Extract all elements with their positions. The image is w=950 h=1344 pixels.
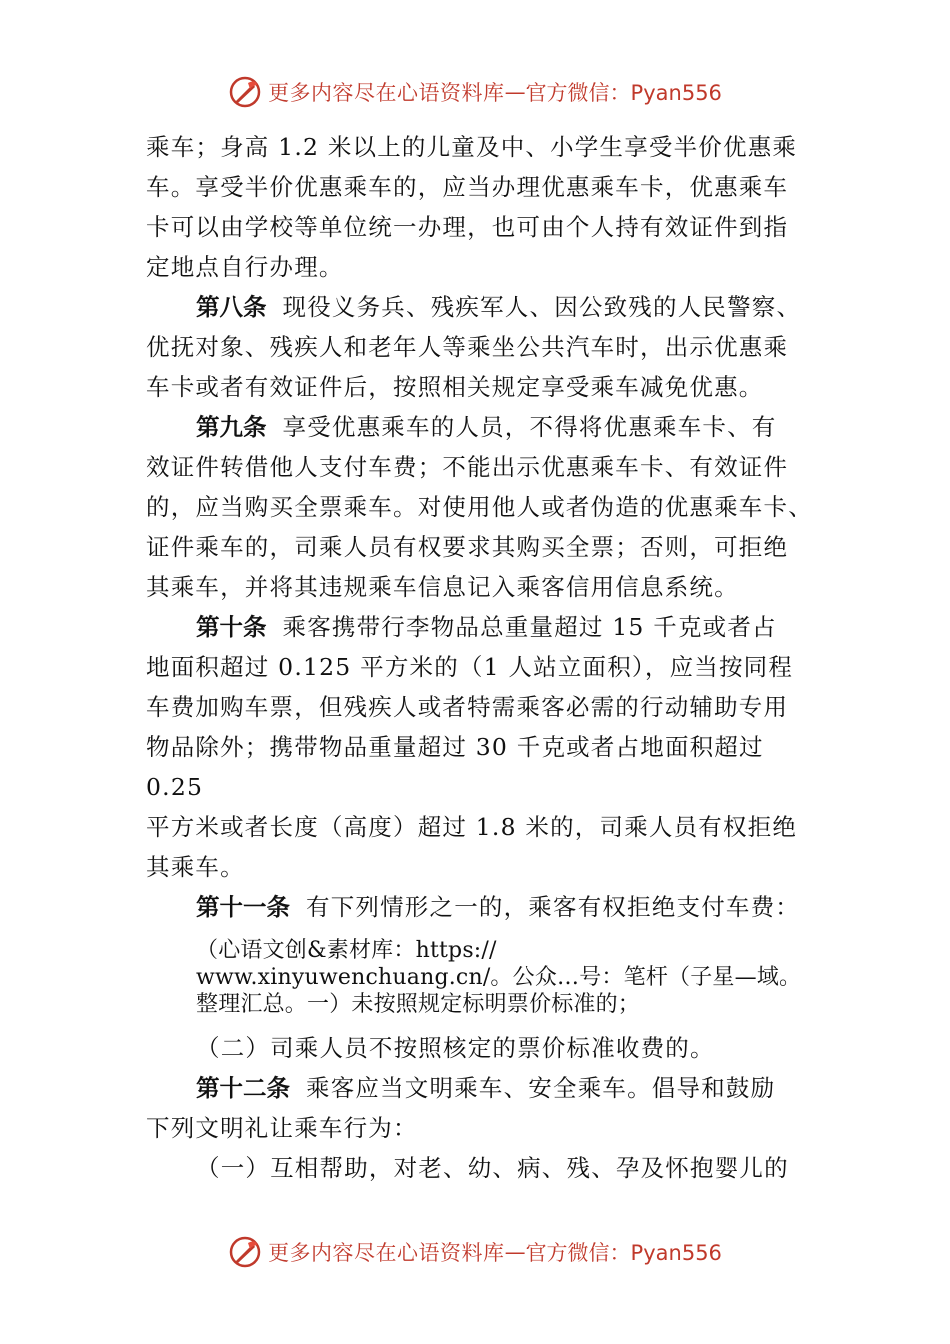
document-body (146, 127, 826, 1188)
article-8-first-line (146, 287, 826, 327)
article-10-first-line (146, 607, 826, 647)
header-banner (0, 72, 950, 112)
text-line: 定地点自行办理。 (146, 253, 344, 281)
text-line: 的，应当购买全票乘车。对使用他人或者伪造的优惠乘车卡、 (146, 493, 813, 521)
list-item: （一）互相帮助，对老、幼、病、残、孕及怀抱婴儿的 (196, 1154, 789, 1182)
text-line: 卡可以由学校等单位统一办理，也可由个人持有效证件到指 (146, 213, 789, 241)
text-line: 优抚对象、残疾人和老年人等乘坐公共汽车时，出示优惠乘 (146, 333, 789, 361)
list-item: （二）司乘人员不按照核定的票价标准收费的。 (196, 1034, 715, 1062)
article-10-label: 第十条 (196, 613, 267, 641)
text-line: 0.25 (146, 773, 204, 801)
text-line: 车费加购车票，但残疾人或者特需乘客必需的行动辅助专用 (146, 693, 789, 721)
article-12-label: 第十二条 (196, 1074, 290, 1102)
article-9-label: 第九条 (196, 413, 267, 441)
footer-separator: — (504, 1240, 526, 1264)
text-line: 地面积超过 0.125 平方米的（1 人站立面积），应当按同程 (146, 653, 794, 681)
text-line: 车卡或者有效证件后，按照相关规定享受乘车减免优惠。 (146, 373, 764, 401)
header-wechat: 官方微信：Pyan556 (525, 81, 722, 105)
header-separator: — (504, 80, 526, 104)
text-line: 其乘车。 (146, 853, 245, 881)
footer-text: 更多内容尽在心语资料库 (268, 1241, 505, 1265)
footer-wechat: 官方微信：Pyan556 (525, 1241, 722, 1265)
source-note-line: （心语文创&素材库：https:// (196, 938, 497, 963)
article-11-first-line (146, 887, 826, 927)
footer-banner (0, 1232, 950, 1272)
text-line: 其乘车，并将其违规乘车信息记入乘客信用信息系统。 (146, 573, 739, 601)
text-line: 车。享受半价优惠乘车的，应当办理优惠乘车卡，优惠乘车 (146, 173, 789, 201)
text-line: 享受优惠乘车的人员，不得将优惠乘车卡、有 (282, 413, 777, 441)
article-8-label: 第八条 (196, 293, 267, 321)
text-line: 效证件转借他人支付车费；不能出示优惠乘车卡、有效证件 (146, 453, 789, 481)
article-12-first-line (146, 1068, 826, 1108)
text-line: 证件乘车的，司乘人员有权要求其购买全票；否则，可拒绝 (146, 533, 789, 561)
text-line: 物品除外；携带物品重量超过 30 千克或者占地面积超过 (146, 733, 764, 761)
article-9-first-line (146, 407, 826, 447)
text-line: 下列文明礼让乘车行为： (146, 1114, 418, 1142)
article-11-label: 第十一条 (196, 893, 290, 921)
quill-pen-circle-icon (228, 1235, 262, 1269)
source-note-line: www.xinyuwenchuang.cn/。公众…号：笔杆（子星—域。 (196, 965, 802, 990)
quill-pen-circle-icon (228, 75, 262, 109)
source-note-line: 整理汇总。一）未按照规定标明票价标准的； (196, 992, 641, 1017)
text-line: 现役义务兵、残疾军人、因公致残的人民警察、 (282, 293, 802, 321)
text-line: 平方米或者长度（高度）超过 1.8 米的，司乘人员有权拒绝 (146, 813, 798, 841)
text-line: 乘客应当文明乘车、安全乘车。倡导和鼓励 (306, 1074, 776, 1102)
header-text: 更多内容尽在心语资料库 (268, 81, 505, 105)
text-line: 乘车；身高 1.2 米以上的儿童及中、小学生享受半价优惠乘 (146, 133, 798, 161)
text-line: 有下列情形之一的，乘客有权拒绝支付车费： (306, 893, 800, 921)
text-line: 乘客携带行李物品总重量超过 15 千克或者占 (282, 613, 777, 641)
